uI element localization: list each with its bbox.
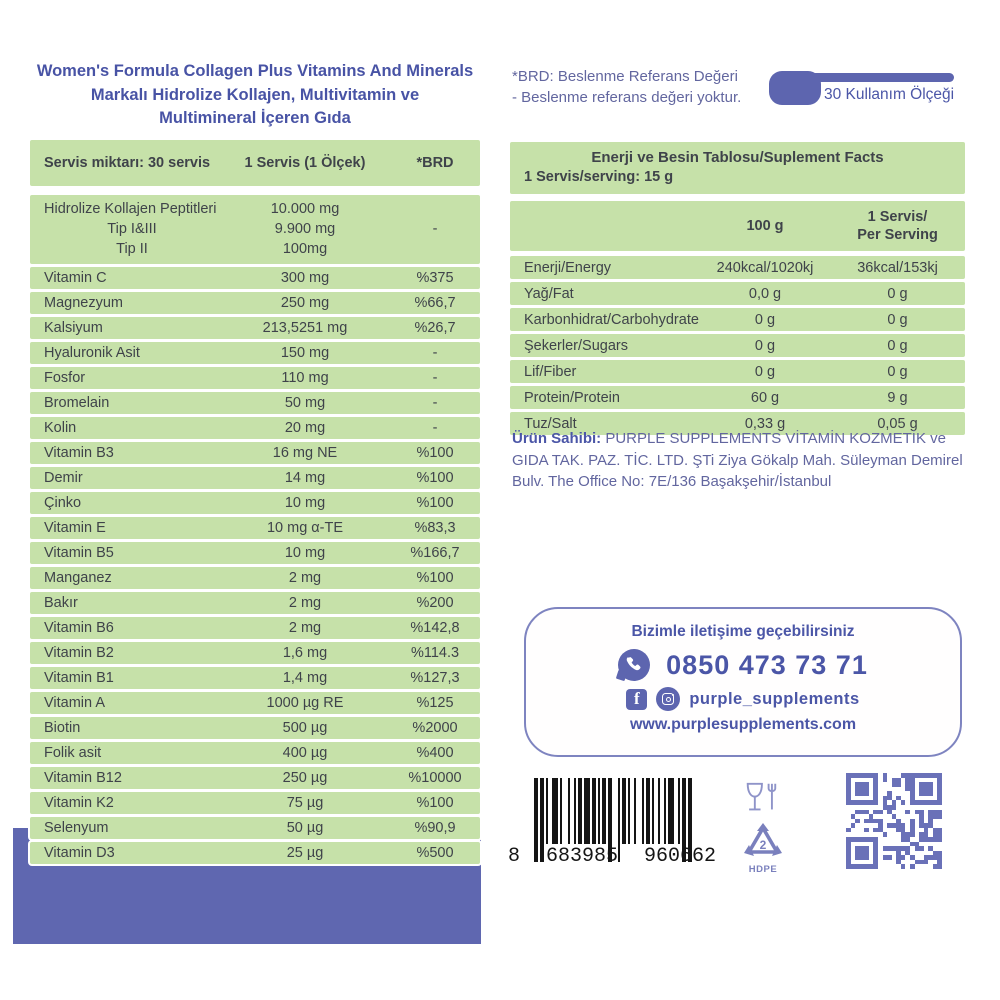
ingredient-amount: 50 µg xyxy=(286,820,324,836)
ingredient-brd: %375 xyxy=(416,270,454,286)
table-row xyxy=(510,282,965,305)
supplement-facts-table xyxy=(510,142,965,438)
ingredient-amount: 250 mg xyxy=(280,295,330,311)
table-row xyxy=(30,642,480,664)
table-row xyxy=(30,767,480,789)
ingredient-brd: - xyxy=(432,345,438,361)
ingredient-brd: %2000 xyxy=(412,720,458,736)
scoop-label: 30 Kullanım Ölçeği xyxy=(824,86,955,103)
table-row xyxy=(30,317,480,339)
table-row xyxy=(30,517,480,539)
ingredient-amount: 2 mg xyxy=(288,620,322,636)
ingredients-table-header xyxy=(30,140,480,186)
facebook-icon: f xyxy=(626,689,647,710)
ingredient-name: Vitamin C xyxy=(44,270,107,286)
ingredient-name: Fosfor xyxy=(44,370,86,386)
brd-footnote xyxy=(512,66,741,108)
ingredient-name: Manganez xyxy=(44,570,112,586)
table-row xyxy=(510,360,965,383)
ingredient-brd: %100 xyxy=(416,570,454,586)
ingredient-name: Vitamin B5 xyxy=(44,545,114,561)
nutrient-per100: 240kcal/1020kj xyxy=(716,259,814,276)
ingredient-brd: %127,3 xyxy=(410,670,460,686)
collagen-type-2: Tip II xyxy=(116,241,148,257)
nutrient-name: Karbonhidrat/Carbohydrate xyxy=(524,311,699,328)
ingredient-name: Vitamin B6 xyxy=(44,620,114,636)
table-row xyxy=(30,442,480,464)
table-row xyxy=(30,292,480,314)
collagen-type-1-3: Tip I&III xyxy=(107,221,157,237)
whatsapp-icon xyxy=(618,649,650,681)
ingredient-brd: %100 xyxy=(416,795,454,811)
ingredient-amount: 150 mg xyxy=(280,345,330,361)
table-row xyxy=(510,334,965,357)
table-row xyxy=(30,717,480,739)
ingredient-amount: 75 µg xyxy=(286,795,324,811)
ingredient-amount: 25 µg xyxy=(286,845,324,861)
ingredient-brd: %114.3 xyxy=(410,645,460,661)
table-row xyxy=(30,567,480,589)
table-row xyxy=(30,267,480,289)
owner-text: PURPLE SUPPLEMENTS VİTAMİN KOZMETİK ve GIDA TAK. PAZ. TİC. LTD. ŞTi Ziya Gökalp Mah. Süleyman Demirel Bulv. The Office No: 7E/136 Başakşehir/İstanbul xyxy=(512,430,963,490)
ingredient-amount: 10 mg xyxy=(284,495,326,511)
ingredient-name: Vitamin A xyxy=(44,695,105,711)
ingredient-amount: 250 µg xyxy=(282,770,328,786)
ingredient-brd: %66,7 xyxy=(414,295,456,311)
contact-box xyxy=(524,607,962,757)
ingredient-brd: %200 xyxy=(416,595,454,611)
ingredient-name: Vitamin B12 xyxy=(44,770,122,786)
ingredient-amount: 500 µg xyxy=(282,720,328,736)
nutrient-name: Yağ/Fat xyxy=(524,285,574,302)
ingredient-amount: 213,5251 mg xyxy=(262,320,348,336)
brd-footnote-line2: - Beslenme referans değeri yoktur. xyxy=(512,89,742,106)
nutrient-per-serving: 0 g xyxy=(887,311,908,328)
ingredient-name: Kalsiyum xyxy=(44,320,103,336)
ingredient-name: Vitamin B2 xyxy=(44,645,114,661)
nutrient-per-serving: 36kcal/153kj xyxy=(857,259,938,276)
collagen-brd: - xyxy=(432,221,438,237)
product-title-block xyxy=(25,60,485,130)
table-row xyxy=(30,542,480,564)
table-row xyxy=(510,308,965,331)
ingredient-amount: 1,6 mg xyxy=(282,645,328,661)
facts-col-100g: 100 g xyxy=(746,218,784,234)
nutrient-per100: 0 g xyxy=(754,311,776,328)
ingredient-name: Çinko xyxy=(44,495,82,511)
facts-header xyxy=(510,142,965,194)
nutrient-per-serving: 9 g xyxy=(887,389,908,406)
ingredient-amount: 2 mg xyxy=(288,570,322,586)
nutrient-per-serving: 0 g xyxy=(887,285,908,302)
ingredient-amount: 16 mg NE xyxy=(272,445,338,461)
ingredient-amount: 14 mg xyxy=(284,470,326,486)
ingredient-name: Vitamin D3 xyxy=(44,845,115,861)
ingredient-name: Bakır xyxy=(44,595,78,611)
ingredient-name: Hyaluronik Asit xyxy=(44,345,140,361)
facts-rows xyxy=(510,256,965,435)
ingredients-table xyxy=(30,140,480,867)
table-row xyxy=(30,367,480,389)
table-row xyxy=(30,692,480,714)
table-row xyxy=(510,386,965,409)
ingredient-brd: - xyxy=(432,370,438,386)
ingredient-brd: %125 xyxy=(416,695,454,711)
table-row xyxy=(30,617,480,639)
contact-title: Bizimle iletişime geçebilirsiniz xyxy=(631,623,855,640)
ingredient-name: Folik asit xyxy=(44,745,102,761)
product-title-tr: Markalı Hidrolize Kollajen, Multivitamin ve Multimineral İçeren Gıda xyxy=(90,86,420,127)
ingredient-brd: %142,8 xyxy=(410,620,460,636)
ingredient-name: Demir xyxy=(44,470,83,486)
facts-serving-size: 1 Servis/serving: 15 g xyxy=(524,169,674,185)
ingredient-brd: %400 xyxy=(416,745,454,761)
header-per-serving: 1 Servis (1 Ölçek) xyxy=(244,155,366,171)
table-row xyxy=(30,467,480,489)
ingredient-amount: 300 mg xyxy=(280,270,330,286)
collagen-name: Hidrolize Kollajen Peptitleri xyxy=(44,201,217,217)
product-title-en: Women's Formula Collagen Plus Vitamins And Minerals xyxy=(36,62,474,80)
facts-col-serving-l2: Per Serving xyxy=(857,227,938,243)
table-row xyxy=(30,417,480,439)
ingredient-amount: 2 mg xyxy=(288,595,322,611)
header-servings: Servis miktarı: 30 servis xyxy=(44,155,211,171)
barcode xyxy=(508,778,740,868)
ingredient-name: Bromelain xyxy=(44,395,110,411)
owner-label: Ürün Sahibi: xyxy=(512,430,602,447)
scoop-icon xyxy=(798,73,954,82)
table-row xyxy=(30,392,480,414)
table-row xyxy=(30,492,480,514)
table-row xyxy=(30,792,480,814)
collagen-amount-total: 10.000 mg xyxy=(270,201,340,217)
ingredient-brd: - xyxy=(432,395,438,411)
collagen-row xyxy=(30,195,480,264)
ingredient-brd: %83,3 xyxy=(414,520,456,536)
collagen-amount-2: 100mg xyxy=(282,241,328,257)
ingredient-amount: 50 mg xyxy=(284,395,326,411)
ingredient-name: Kolin xyxy=(44,420,77,436)
table-row xyxy=(30,842,480,864)
ingredient-name: Vitamin B3 xyxy=(44,445,114,461)
nutrient-per-serving: 0 g xyxy=(887,363,908,380)
ingredient-brd: %100 xyxy=(416,470,454,486)
ingredient-brd: %500 xyxy=(416,845,454,861)
nutrient-name: Protein/Protein xyxy=(524,389,620,406)
nutrient-per100: 60 g xyxy=(750,389,780,406)
table-row xyxy=(30,592,480,614)
ingredient-name: Selenyum xyxy=(44,820,109,836)
nutrient-per100: 0,0 g xyxy=(748,285,782,302)
website-url: www.purplesupplements.com xyxy=(629,716,857,733)
recycle-icon xyxy=(740,822,786,875)
recycle-material: HDPE xyxy=(748,864,778,875)
ingredients-rows xyxy=(30,267,480,864)
header-brd: *BRD xyxy=(416,155,454,171)
nutrient-name: Tuz/Salt xyxy=(524,415,577,432)
ingredient-name: Vitamin E xyxy=(44,520,106,536)
facts-title: Enerji ve Besin Tablosu/Suplement Facts xyxy=(591,149,884,166)
ingredient-brd: %100 xyxy=(416,495,454,511)
nutrient-per100: 0 g xyxy=(754,337,776,354)
table-row xyxy=(30,817,480,839)
ingredient-brd: %90,9 xyxy=(414,820,456,836)
table-row xyxy=(30,742,480,764)
food-safe-icon xyxy=(742,780,780,823)
collagen-amount-1-3: 9.900 mg xyxy=(274,221,336,237)
ingredient-amount: 1000 µg RE xyxy=(266,695,344,711)
ingredient-amount: 20 mg xyxy=(284,420,326,436)
nutrient-name: Şekerler/Sugars xyxy=(524,337,628,354)
instagram-icon xyxy=(656,687,680,711)
table-row xyxy=(30,342,480,364)
ingredient-brd: %26,7 xyxy=(414,320,456,336)
nutrient-per-serving: 0 g xyxy=(887,337,908,354)
ingredient-brd: %100 xyxy=(416,445,454,461)
owner-info xyxy=(512,428,970,493)
recycle-number: 2 xyxy=(759,838,767,852)
facts-subheader xyxy=(510,201,965,251)
nutrient-per100: 0 g xyxy=(754,363,776,380)
ingredient-name: Vitamin K2 xyxy=(44,795,114,811)
nutrient-name: Lif/Fiber xyxy=(524,363,577,380)
ingredient-name: Magnezyum xyxy=(44,295,123,311)
nutrient-name: Enerji/Energy xyxy=(524,259,612,276)
ingredient-brd: %10000 xyxy=(408,770,462,786)
ingredient-amount: 10 mg α-TE xyxy=(266,520,344,536)
scoop-icon-bowl xyxy=(769,71,821,105)
social-handle: purple_supplements xyxy=(689,689,860,708)
ingredient-name: Biotin xyxy=(44,720,81,736)
table-row xyxy=(510,256,965,279)
brd-footnote-line1: *BRD: Beslenme Referans Değeri xyxy=(512,68,738,85)
facts-col-serving-l1: 1 Servis/ xyxy=(867,209,928,225)
table-row xyxy=(30,667,480,689)
ingredient-amount: 10 mg xyxy=(284,545,326,561)
ingredient-amount: 110 mg xyxy=(281,370,329,386)
ingredient-amount: 400 µg xyxy=(282,745,328,761)
qr-code xyxy=(846,773,942,869)
barcode-digits: 8 683985 960662 xyxy=(508,845,716,868)
ingredient-name: Vitamin B1 xyxy=(44,670,114,686)
ingredient-amount: 1,4 mg xyxy=(282,670,328,686)
nutrient-per100: 0,33 g xyxy=(744,415,786,432)
ingredient-brd: - xyxy=(432,420,438,436)
nutrient-per-serving: 0,05 g xyxy=(877,415,918,432)
phone-number: 0850 473 73 71 xyxy=(666,649,868,680)
ingredient-brd: %166,7 xyxy=(410,545,460,561)
